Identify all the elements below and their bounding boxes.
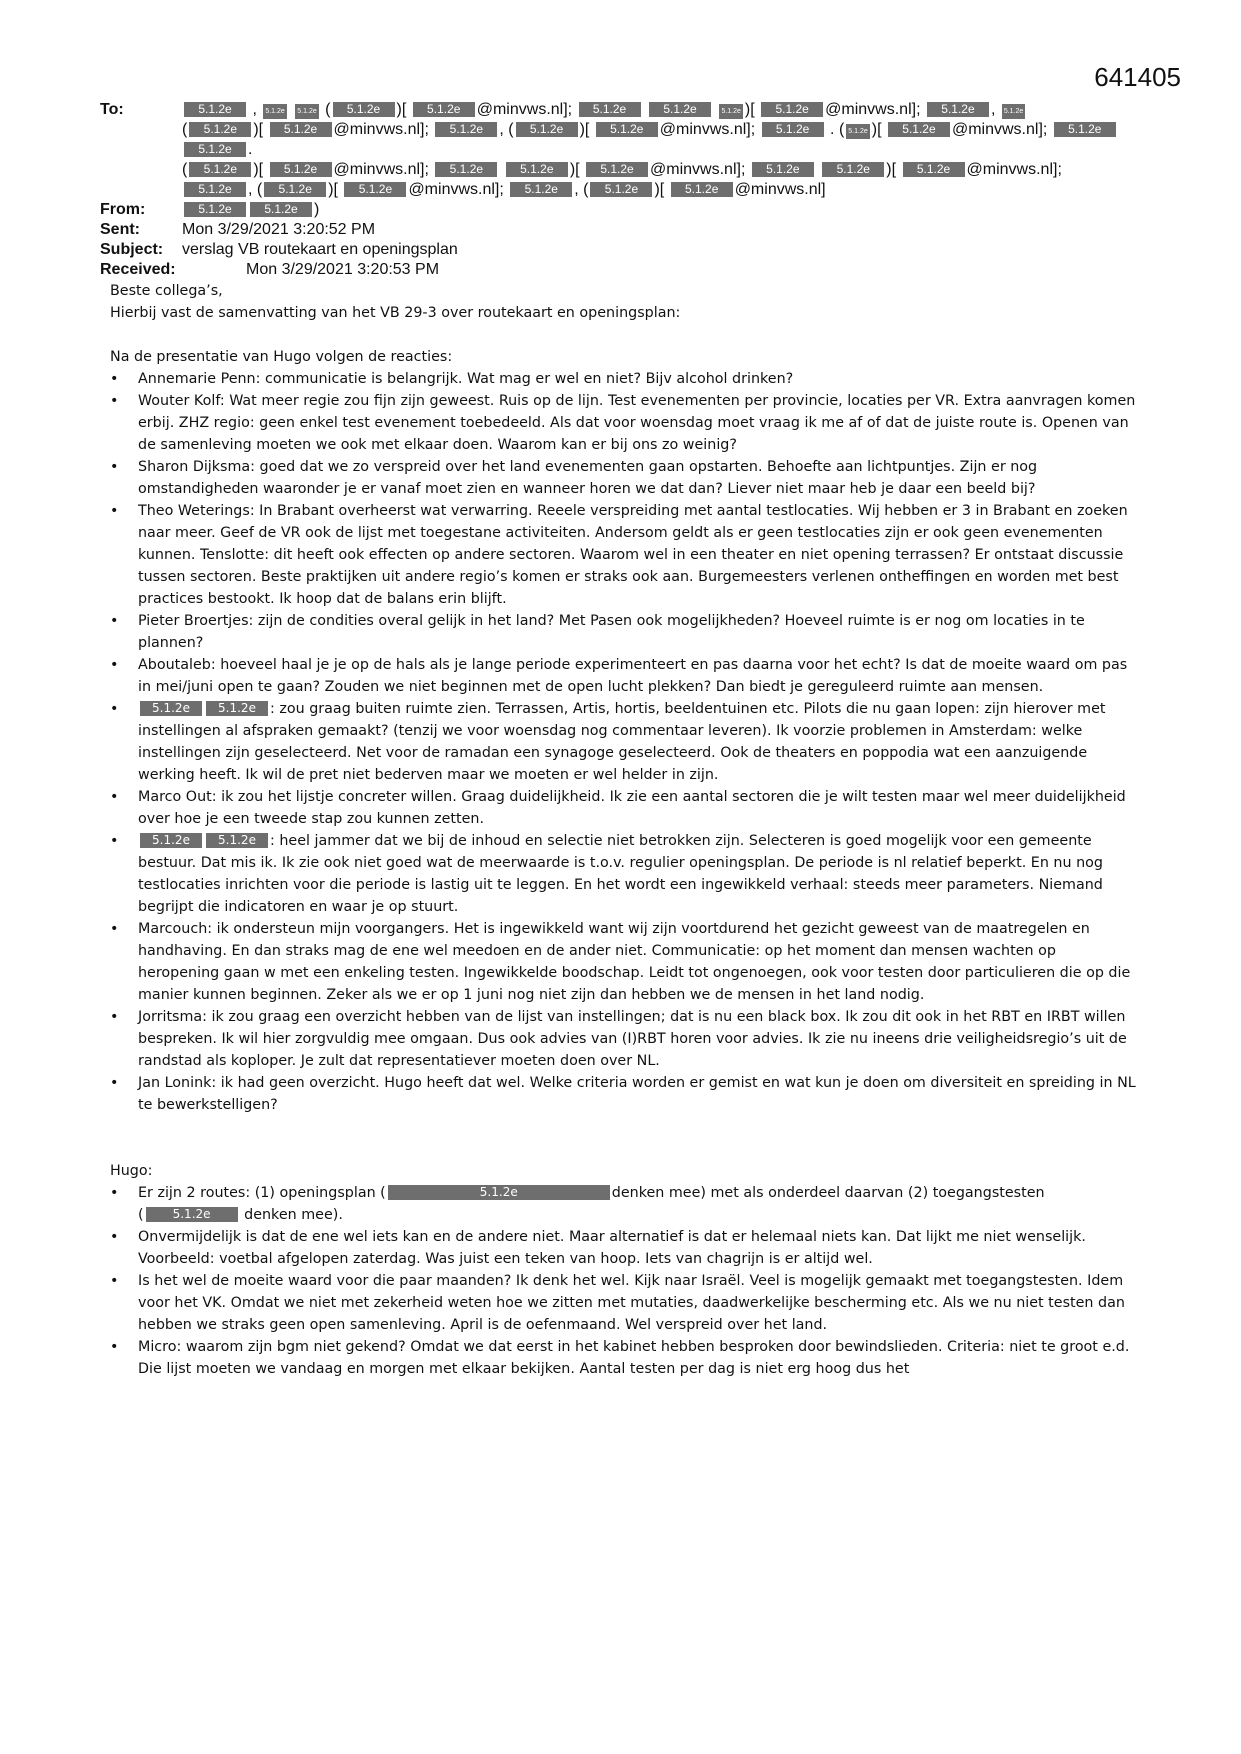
list-item: • Is het wel de moeite waard voor die paar maanden? Ik denk het wel. Kijk naar Israël. Veel is mogelijk gemaakt met toegangstesten. Idem voor het VK. Omdat we niet met zekerheid weten hoe we zitten met mutaties, daadwerkelijke bescherming etc. Als we nu niet testen dan hebben we straks geen open samenleving. April is de oefenmaand. Wel verspreid over het land. <box>110 1270 1140 1336</box>
redaction-box: 5.1.2e <box>264 182 326 197</box>
list-item: • Marco Out: ik zou het lijstje concreter willen. Graag duidelijkheid. Ik zie een aantal sectoren die je wilt testen maar wel meer duidelijkheid over hoe je een tweede stap zou kunnen zetten. <box>110 786 1140 830</box>
section-title-reactions: Na de presentatie van Hugo volgen de reacties: <box>110 349 453 365</box>
redaction-box: 5.1.2e <box>250 202 312 217</box>
document-number: 641405 <box>1094 62 1181 92</box>
email-domain: @minvws.nl] <box>659 121 751 138</box>
redaction-box: 5.1.2e <box>586 162 648 177</box>
redaction-box: 5.1.2e <box>184 202 246 217</box>
list-item: • Micro: waarom zijn bgm niet gekend? Omdat we dat eerst in het kabinet hebben besproken door bewindslieden. Criteria: niet te groot e.d. Die lijst moeten we vandaag en morgen met elkaar bekijken. Aantal testen per dag is niet erg hoog dus het <box>110 1336 1140 1380</box>
sent-value: Mon 3/29/2021 3:20:52 PM <box>182 221 376 238</box>
list-item-text: : heel jammer dat we bij de inhoud en selectie niet betrokken zijn. Selecteren is goed mogelijk voor een gemeente bestuur. Dat mis ik. Ik zie ook niet goed wat de meerwaarde is t.o.v. regulier openingsplan. De periode is nl relatief beperkt. En nu nog testlocaties inrichten voor die periode is lastig uit te leggen. En het wordt een ingewikkeld verhaal: steeds meer parameters. Niemand begrijpt die indicatoren en waar je op stuurt. <box>138 833 1103 915</box>
reactions-list <box>110 368 1140 1116</box>
redaction-box: 5.1.2e <box>295 104 318 119</box>
redaction-box: 5.1.2e <box>184 102 246 117</box>
subject-row <box>100 240 1180 260</box>
redaction-box: 5.1.2e <box>270 162 332 177</box>
redaction-box: 5.1.2e <box>506 162 568 177</box>
redaction-box: 5.1.2e <box>146 1207 238 1222</box>
list-item <box>110 698 1140 786</box>
redaction-box: 5.1.2e <box>590 182 652 197</box>
redaction-box: 5.1.2e <box>435 162 497 177</box>
email-domain: @minvws.nl] <box>408 181 500 198</box>
redaction-box: 5.1.2e <box>189 122 251 137</box>
list-item: • Jan Lonink: ik had geen overzicht. Hugo heeft dat wel. Welke criteria worden er gemist en wat kun je doen om diversiteit en spreiding in NL te bewerkstelligen? <box>110 1072 1140 1116</box>
email-header <box>100 100 1180 280</box>
redaction-box: 5.1.2e <box>510 182 572 197</box>
list-item: • Jorritsma: ik zou graag een overzicht hebben van de lijst van instellingen; dat is nu een black box. Ik zou dit ook in het RBT en IRBT willen bespreken. Ik wil hier zorgvuldig mee omgaan. Dus ook advies van (I)RBT horen voor advies. Ik zie nu ineens drie veiligheidsregio’s uit de randstad als koploper. Je zult dat representatiever moeten doen over NL. <box>110 1006 1140 1072</box>
sent-row <box>100 220 1180 240</box>
redaction-box: 5.1.2e <box>413 102 475 117</box>
redaction-box: 5.1.2e <box>189 162 251 177</box>
section-title-hugo: Hugo: <box>110 1163 153 1179</box>
redaction-box: 5.1.2e <box>671 182 733 197</box>
list-item-text: denken mee). <box>244 1207 343 1223</box>
email-body <box>110 280 1140 1380</box>
redaction-box: 5.1.2e <box>206 701 268 716</box>
email-domain: @minvws.nl] <box>476 101 568 118</box>
list-item: • Aboutaleb: hoeveel haal je je op de hals als je lange periode experimenteert en pas daarna voor het echt? Is dat de moeite waard om pas in mei/juni open te gaan? Zouden we niet beginnen met de open lucht plekken? Dan biedt je gereguleerd ruimte aan mensen. <box>110 654 1140 698</box>
list-item: • Onvermijdelijk is dat de ene wel iets kan en de andere niet. Maar alternatief is dat er helemaal niets kan. Dat lijkt me niet wenselijk. Voorbeeld: voetbal afgelopen zaterdag. Was juist een teken van hoop. Iets van chagrijn is er altijd wel. <box>110 1226 1140 1270</box>
subject-label: Subject: <box>100 241 164 258</box>
redaction-box: 5.1.2e <box>140 701 202 716</box>
sent-label: Sent: <box>100 221 140 238</box>
redaction-box: 5.1.2e <box>888 122 950 137</box>
redaction-box: 5.1.2e <box>761 102 823 117</box>
hugo-list <box>110 1182 1140 1380</box>
greeting: Beste collega’s, <box>110 283 223 299</box>
redaction-box: 5.1.2e <box>596 122 658 137</box>
redaction-box: 5.1.2e <box>333 102 395 117</box>
received-value: Mon 3/29/2021 3:20:53 PM <box>246 261 440 278</box>
redaction-box: 5.1.2e <box>270 122 332 137</box>
redaction-box: 5.1.2e <box>206 833 268 848</box>
redaction-box: 5.1.2e <box>762 122 824 137</box>
redaction-box: 5.1.2e <box>184 142 246 157</box>
list-item-text: : zou graag buiten ruimte zien. Terrassen, Artis, hortis, beeldentuinen etc. Pilots die nu gaan lopen: zijn hierover met instellingen al afspraken gemaakt? (tenzij we voor woensdag nog commentaar leveren). Ik voorzie problemen in Amsterdam: welke instellingen zijn geselecteerd. Net voor de ramadan een synagoge geselecteerd. Ook de theaters en poppodia wat een aanzuigende werking heeft. Ik wil de pret niet bederven maar we moeten er wel helder in zijn. <box>138 701 1106 783</box>
redaction-box: 5.1.2e <box>846 124 869 139</box>
list-item: • Theo Weterings: In Brabant overheerst wat verwarring. Reeele verspreiding met aantal testlocaties. Wij hebben er 3 in Brabant en zoeken naar meer. Geef de VR ook de lijst met toegestane activiteiten. Andersom geldt als er geen testlocaties zijn er ook geen evenementen kunnen. Tenslotte: dit heeft ook effecten op andere sectoren. Waarom wel in een theater en niet opening terrassen? Er ontstaat discussie tussen sectoren. Beste praktijken uit andere regio’s komen er straks ook aan. Burgemeesters verlenen ontheffingen en worden met best practices bestookt. Ik hoop dat de balans erin blijft. <box>110 500 1140 610</box>
to-label: To: <box>100 101 124 118</box>
redaction-box: 5.1.2e <box>752 162 814 177</box>
list-item <box>110 830 1140 918</box>
subject-value: verslag VB routekaart en openingsplan <box>182 241 458 258</box>
redaction-box: 5.1.2e <box>344 182 406 197</box>
list-item: • Sharon Dijksma: goed dat we zo verspreid over het land evenementen gaan opstarten. Behoefte aan lichtpuntjes. Zijn er nog omstandigheden waaronder je er vanaf moet zien en wanneer horen we dat dan? Liever niet maar heb je daar een beeld bij? <box>110 456 1140 500</box>
list-item: • Er zijn 2 routes: (1) openingsplan ( 5.1.2e denken mee) met als onderdeel daarvan (2) toegangstesten ( 5.1.2e denken mee). <box>110 1182 1140 1226</box>
redaction-box: 5.1.2e <box>1054 122 1116 137</box>
from-label: From: <box>100 201 146 218</box>
email-domain: @minvws.nl] <box>734 181 826 198</box>
redaction-box: 5.1.2e <box>927 102 989 117</box>
list-item: • Marcouch: ik ondersteun mijn voorgangers. Het is ingewikkeld want wij zijn voortdurend het gezicht geweest van de maatregelen en handhaving. En dan straks mag de ene wel meedoen en de ander niet. Communicatie: op het moment dan mensen wachten op heropening gaan w met een enkeling testen. Ingewikkelde boodschap. Leidt tot ongenoegen, ook voor testen door particulieren die op die manier kunnen beginnen. Zeker als we er op 1 juni nog niet zijn dan hebben we de mensen in het land nodig. <box>110 918 1140 1006</box>
redaction-box: 5.1.2e <box>822 162 884 177</box>
to-row <box>100 100 1180 200</box>
list-item-text: Er zijn 2 routes: (1) openingsplan ( <box>138 1185 386 1201</box>
from-value: 5.1.2e 5.1.2e ) <box>182 200 1180 220</box>
redaction-box: 5.1.2e <box>903 162 965 177</box>
list-item-text: denken mee) met als onderdeel daarvan (2) toegangstesten <box>611 1185 1045 1201</box>
list-item: • Annemarie Penn: communicatie is belangrijk. Wat mag er wel en niet? Bijv alcohol drinken? <box>110 368 1140 390</box>
redaction-box: 5.1.2e <box>579 102 641 117</box>
list-item: • Wouter Kolf: Wat meer regie zou fijn zijn geweest. Ruis op de lijn. Test evenementen per provincie, locaties per VR. Extra aanvragen komen erbij. ZHZ regio: geen enkel test evenement toebedeeld. Als dat voor woensdag moet vraag ik me af of dat de juiste route is. Openen van de samenleving moeten we ook met elkaar doen. Waarom kan er bij ons zo weinig? <box>110 390 1140 456</box>
redaction-box: 5.1.2e <box>1002 104 1025 119</box>
redaction-box: 5.1.2e <box>719 104 742 119</box>
email-domain: @minvws.nl] <box>966 161 1058 178</box>
email-domain: @minvws.nl] <box>650 161 741 178</box>
redaction-box: 5.1.2e <box>263 104 286 119</box>
redaction-box: 5.1.2e <box>516 122 578 137</box>
email-domain: @minvws.nl] <box>333 161 425 178</box>
redaction-box: 5.1.2e <box>435 122 497 137</box>
from-row <box>100 200 1180 220</box>
redaction-box: 5.1.2e <box>140 833 202 848</box>
email-domain: @minvws.nl] <box>951 121 1043 138</box>
redaction-box: 5.1.2e <box>649 102 711 117</box>
redaction-box: 5.1.2e <box>184 182 246 197</box>
email-domain: @minvws.nl] <box>825 101 917 118</box>
received-label: Received: <box>100 261 176 278</box>
redaction-box: 5.1.2e <box>388 1185 610 1200</box>
list-item: • Pieter Broertjes: zijn de condities overal gelijk in het land? Met Pasen ook mogelijkheden? Hoeveel ruimte is er nog om locaties in te plannen? <box>110 610 1140 654</box>
to-recipients: 5.1.2e , 5.1.2e 5.1.2e ( 5.1.2e )[ 5.1.2e @minvws.nl]; 5.1.2e 5.1.2e 5.1.2e )[ 5.1.2e @minvws.nl]; 5.1.2e , 5.1.2e ( 5.1.2e )[ 5.1.2e @minvws.nl]; 5.1.2e , ( 5.1.2e )[ 5.1.2e @minvws.nl]; 5.1.2e . ( 5.1.2e )[ 5.1.2e @minvws.nl]; 5.1.2e 5.1.2e . ( 5.1.2e )[ 5.1.2e @minvws.nl]; 5.1.2e 5.1.2e )[ 5.1.2e @minvws.nl]; 5.1.2e 5.1.2e )[ 5.1.2e @minvws.nl]; 5.1.2e , ( 5.1.2e )[ 5.1.2e @minvws.nl]; 5.1.2e , ( 5.1.2e )[ 5.1.2e @minvws.nl] <box>182 100 1180 200</box>
intro: Hierbij vast de samenvatting van het VB 29-3 over routekaart en openingsplan: <box>110 305 681 321</box>
received-row <box>100 260 1180 280</box>
email-domain: @minvws.nl] <box>333 121 425 138</box>
